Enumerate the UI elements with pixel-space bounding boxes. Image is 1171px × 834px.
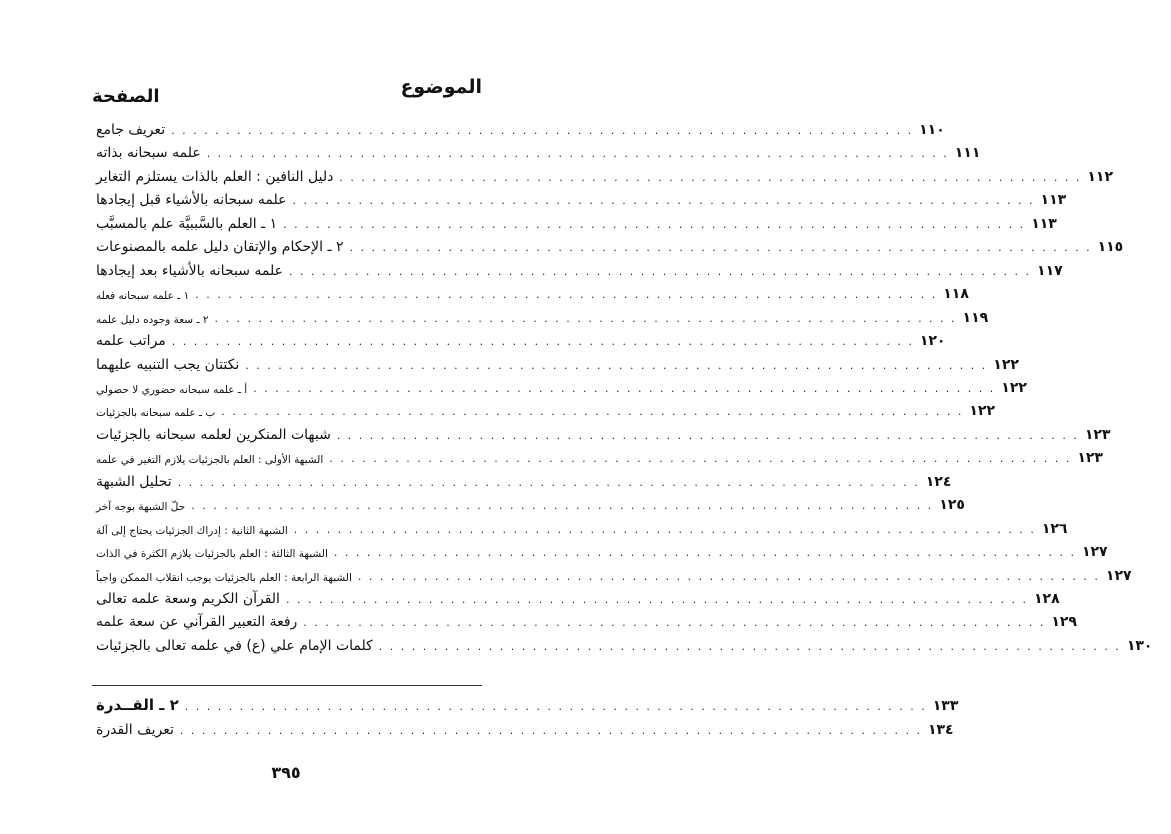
- dot-leader: . . . . . . . . . . . . . . . . . . . . . . . . . . . . . . . . . . . . . . . . . . . . . . . . . . . . . . . . . . . . . . . . . . . .: [171, 124, 914, 137]
- toc-entry-page: ١٢٨: [1034, 591, 1060, 607]
- toc-entry: [92, 139, 981, 161]
- dot-leader: . . . . . . . . . . . . . . . . . . . . . . . . . . . . . . . . . . . . . . . . . . . . . . . . . . . . . . . . . . . . . . . . . . . .: [293, 523, 1036, 536]
- toc-entry-page: ١٣٣: [932, 698, 959, 714]
- toc-entry-page: ١٢٦: [1041, 521, 1068, 537]
- toc-entry-page: ١١٠: [919, 122, 945, 138]
- toc-entry-title: دليل النافين : العلم بالذات يستلزم التغاير: [96, 169, 334, 185]
- toc-entry: [92, 210, 1057, 232]
- toc-entry-title: أ ـ علمه سبحانه حضوري لا حصولي: [96, 384, 248, 396]
- subject-column-header: الموضوع: [400, 76, 482, 98]
- dot-leader: . . . . . . . . . . . . . . . . . . . . . . . . . . . . . . . . . . . . . . . . . . . . . . . . . . . . . . . . . . . . . . . . . . . .: [357, 570, 1100, 583]
- toc-entry-title: القرآن الكريم وسعة علمه تعالى: [96, 591, 280, 607]
- toc-entry-title: نكتتان يجب التنبيه عليهما: [96, 357, 240, 373]
- dot-leader: . . . . . . . . . . . . . . . . . . . . . . . . . . . . . . . . . . . . . . . . . . . . . . . . . . . . . . . . . . . . . . . . . . . .: [333, 546, 1076, 559]
- toc-entry-title: تحليل الشبهة: [96, 474, 172, 490]
- toc-entry-title: حلّ الشبهة بوجه آخر: [96, 501, 186, 513]
- section-divider: [92, 685, 482, 686]
- dot-leader: . . . . . . . . . . . . . . . . . . . . . . . . . . . . . . . . . . . . . . . . . . . . . . . . . . . . . . . . . . . . . . . . . . . .: [349, 241, 1092, 254]
- dot-leader: . . . . . . . . . . . . . . . . . . . . . . . . . . . . . . . . . . . . . . . . . . . . . . . . . . . . . . . . . . . . . . . . . . . .: [214, 312, 957, 325]
- toc-entry-title: الشبهة الثانية : إدراك الجزئيات يحتاج إلى آلة: [96, 525, 288, 537]
- toc-entry: [92, 304, 989, 326]
- toc-entry-page: ١٢٧: [1105, 568, 1132, 584]
- toc-entry-title: الشبهة الرابعة : العلم بالجزئيات يوجب انقلاب الممكن واجباً: [96, 572, 352, 584]
- dot-leader: . . . . . . . . . . . . . . . . . . . . . . . . . . . . . . . . . . . . . . . . . . . . . . . . . . . . . . . . . . . . . . . . . . . .: [303, 616, 1046, 629]
- dot-leader: . . . . . . . . . . . . . . . . . . . . . . . . . . . . . . . . . . . . . . . . . . . . . . . . . . . . . . . . . . . . . . . . . . . .: [184, 700, 927, 713]
- toc-entry-title: كلمات الإمام علي (ع) في علمه تعالى بالجزئيات: [96, 638, 373, 654]
- dot-leader: . . . . . . . . . . . . . . . . . . . . . . . . . . . . . . . . . . . . . . . . . . . . . . . . . . . . . . . . . . . . . . . . . . . .: [339, 171, 1082, 184]
- toc-entry: [92, 116, 945, 138]
- toc-entry-title: تعريف جامع: [96, 122, 166, 138]
- toc-entry-page: ١١٥: [1097, 239, 1124, 255]
- dot-leader: . . . . . . . . . . . . . . . . . . . . . . . . . . . . . . . . . . . . . . . . . . . . . . . . . . . . . . . . . . . . . . . . . . . .: [292, 194, 1035, 207]
- dot-leader: . . . . . . . . . . . . . . . . . . . . . . . . . . . . . . . . . . . . . . . . . . . . . . . . . . . . . . . . . . . . . . . . . . . .: [329, 452, 1072, 465]
- toc-entry-title: مراتب علمه: [96, 333, 166, 349]
- toc-entry-title: الشبهة الثالثة : العلم بالجزئيات يلازم الكثرة في الذات: [96, 548, 328, 560]
- toc-entry: [92, 444, 1103, 466]
- toc-entry: [92, 374, 1027, 396]
- toc-entry-page: ١٢٢: [1001, 380, 1027, 396]
- toc-entry-page: ١١٩: [962, 310, 989, 326]
- toc-entry-page: ١١١: [954, 145, 981, 161]
- toc-entry-page: ١٢٥: [939, 497, 965, 513]
- dot-leader: . . . . . . . . . . . . . . . . . . . . . . . . . . . . . . . . . . . . . . . . . . . . . . . . . . . . . . . . . . . . . . . . . . . .: [171, 335, 914, 348]
- dot-leader: . . . . . . . . . . . . . . . . . . . . . . . . . . . . . . . . . . . . . . . . . . . . . . . . . . . . . . . . . . . . . . . . . . . .: [283, 218, 1026, 231]
- toc-entry-title: ٢ ـ سعة وجوده دليل علمه: [96, 314, 209, 326]
- toc-entry-page: ١١٣: [1040, 192, 1067, 208]
- toc-entry: [92, 397, 996, 419]
- page-number: ٣٩٥: [271, 763, 301, 782]
- toc-entry-page: ١٢٤: [925, 474, 952, 490]
- toc-entry-title: تعريف القدرة: [96, 722, 174, 738]
- toc-entry-page: ١٣٠: [1126, 638, 1153, 654]
- toc-entry: [92, 515, 1068, 537]
- toc-entry-page: ١١٨: [943, 286, 969, 302]
- toc-entry-page: ١٢٧: [1081, 544, 1108, 560]
- toc-entry: [92, 692, 959, 714]
- toc-entry-page: ١٢٣: [1084, 427, 1111, 443]
- toc-entry-page: ١١٢: [1087, 169, 1114, 185]
- dot-leader: . . . . . . . . . . . . . . . . . . . . . . . . . . . . . . . . . . . . . . . . . . . . . . . . . . . . . . . . . . . . . . . . . . . .: [288, 265, 1032, 278]
- toc-entry-page: ١٢٢: [969, 403, 996, 419]
- toc-entry: [92, 716, 954, 738]
- dot-leader: . . . . . . . . . . . . . . . . . . . . . . . . . . . . . . . . . . . . . . . . . . . . . . . . . . . . . . . . . . . . . . . . . . . .: [179, 724, 922, 737]
- dot-leader: . . . . . . . . . . . . . . . . . . . . . . . . . . . . . . . . . . . . . . . . . . . . . . . . . . . . . . . . . . . . . . . . . . . .: [221, 405, 964, 418]
- toc-entry-page: ١١٣: [1031, 216, 1057, 232]
- toc-entry-title: ١ ـ العلم بالسَّببيَّة علم بالمسبَّب: [96, 216, 278, 232]
- dot-leader: . . . . . . . . . . . . . . . . . . . . . . . . . . . . . . . . . . . . . . . . . . . . . . . . . . . . . . . . . . . . . . . . . . . .: [206, 147, 949, 160]
- toc-entry: [92, 327, 946, 349]
- toc-entry-page: ١٢٠: [919, 333, 946, 349]
- page-column-header: الصفحة: [92, 86, 160, 107]
- toc-entry: [92, 468, 952, 490]
- toc-entry: [92, 233, 1124, 255]
- dot-leader: . . . . . . . . . . . . . . . . . . . . . . . . . . . . . . . . . . . . . . . . . . . . . . . . . . . . . . . . . . . . . . . . . . . .: [195, 288, 938, 301]
- toc-entry: [92, 351, 1019, 373]
- toc-entry: [92, 257, 1063, 279]
- toc-entry: [92, 538, 1108, 560]
- toc-entry-page: ١١٧: [1037, 263, 1063, 279]
- toc-entry-page: ١٢٢: [993, 357, 1019, 373]
- dot-leader: . . . . . . . . . . . . . . . . . . . . . . . . . . . . . . . . . . . . . . . . . . . . . . . . . . . . . . . . . . . . . . . . . . . .: [253, 382, 996, 395]
- toc-entry-title: رفعة التعبير القرآني عن سعة علمه: [96, 614, 298, 630]
- toc-entry-title: علمه سبحانه بالأشياء بعد إيجادها: [96, 263, 283, 279]
- toc-entry-page: ١٢٩: [1051, 614, 1077, 630]
- toc-entry: [92, 186, 1067, 208]
- toc-entry-title: ٢ ـ القــدرة: [96, 696, 179, 714]
- dot-leader: . . . . . . . . . . . . . . . . . . . . . . . . . . . . . . . . . . . . . . . . . . . . . . . . . . . . . . . . . . . . . . . . . . . .: [285, 593, 1028, 606]
- toc-entry-title: شبهات المنكرين لعلمه سبحانه بالجزئيات: [96, 427, 331, 443]
- dot-leader: . . . . . . . . . . . . . . . . . . . . . . . . . . . . . . . . . . . . . . . . . . . . . . . . . . . . . . . . . . . . . . . . . . . .: [191, 499, 934, 512]
- toc-entry-title: ب ـ علمه سبحانه بالجزئيات: [96, 407, 216, 419]
- toc-entry: [92, 421, 1111, 443]
- dot-leader: . . . . . . . . . . . . . . . . . . . . . . . . . . . . . . . . . . . . . . . . . . . . . . . . . . . . . . . . . . . . . . . . . . . .: [177, 476, 920, 489]
- toc-entry: [92, 491, 965, 513]
- toc-entry: [92, 280, 969, 302]
- dot-leader: . . . . . . . . . . . . . . . . . . . . . . . . . . . . . . . . . . . . . . . . . . . . . . . . . . . . . . . . . . . . . . . . . . . .: [378, 640, 1121, 653]
- toc-entry: [92, 632, 1153, 654]
- toc-entry-page: ١٢٣: [1077, 450, 1103, 466]
- dot-leader: . . . . . . . . . . . . . . . . . . . . . . . . . . . . . . . . . . . . . . . . . . . . . . . . . . . . . . . . . . . . . . . . . . . .: [245, 359, 988, 372]
- toc-entry-title: علمه سبحانه بذاته: [96, 145, 201, 161]
- toc-entry-title: ٢ ـ الإحكام والإتقان دليل علمه بالمصنوعات: [96, 239, 344, 255]
- toc-entry: [92, 585, 1060, 607]
- toc-entry-title: علمه سبحانه بالأشياء قبل إيجادها: [96, 192, 287, 208]
- toc-entry: [92, 608, 1077, 630]
- toc-entry-title: ١ ـ علمه سبحانه فعله: [96, 290, 190, 302]
- toc-entry: [92, 562, 1132, 584]
- toc-entry: [92, 163, 1114, 185]
- toc-entry-title: الشبهة الأولى : العلم بالجزئيات يلازم التغير في علمه: [96, 454, 324, 466]
- dot-leader: . . . . . . . . . . . . . . . . . . . . . . . . . . . . . . . . . . . . . . . . . . . . . . . . . . . . . . . . . . . . . . . . . . . .: [336, 429, 1079, 442]
- toc-entry-page: ١٣٤: [927, 722, 954, 738]
